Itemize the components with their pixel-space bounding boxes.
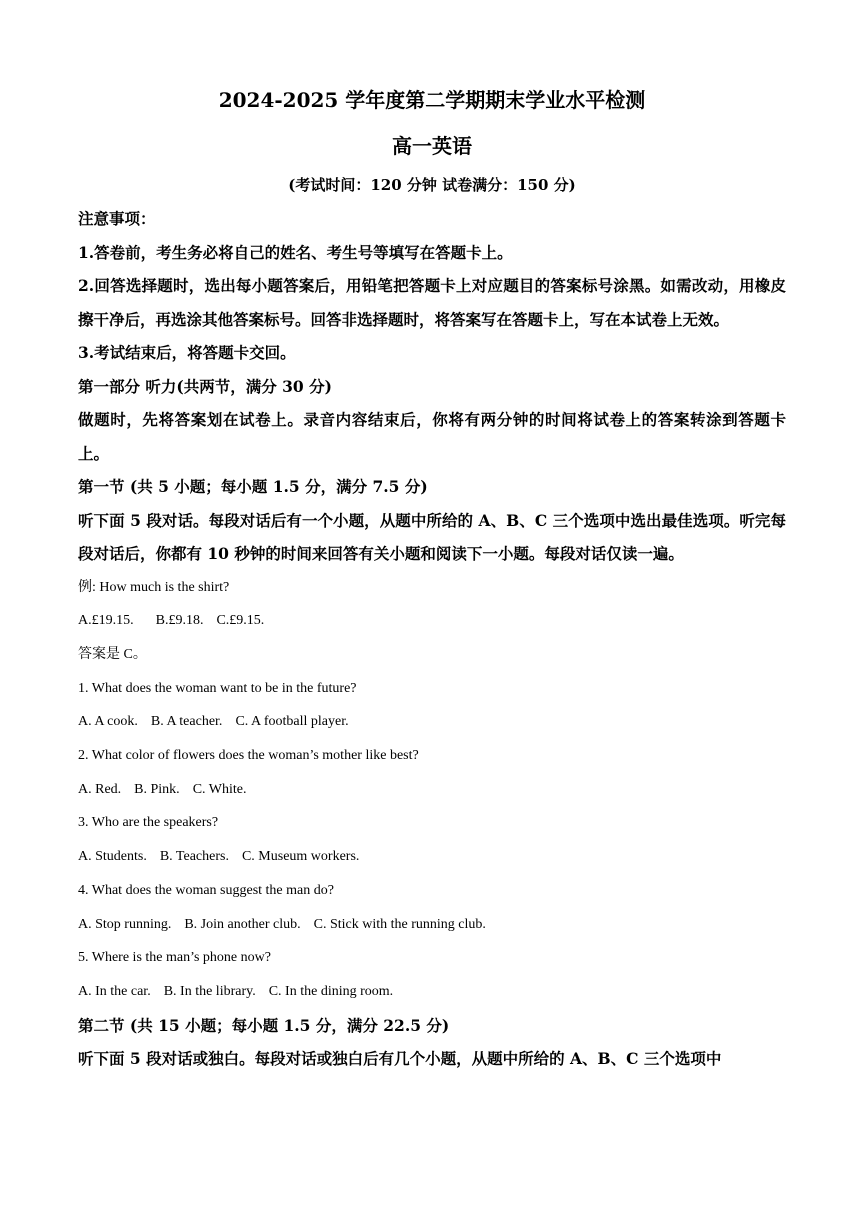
option: B. In the library.	[163, 983, 256, 999]
exam-title: 2024-2025 学年度第二学期期末学业水平检测	[218, 88, 646, 112]
note-item-3: 3.考试结束后，将答题卡交回。	[78, 343, 296, 362]
option: C. Museum workers.	[241, 849, 360, 865]
option: A. In the car.	[78, 983, 151, 999]
exam-page	[78, 84, 786, 1076]
option: C. White.	[192, 781, 247, 797]
option: A. Stop running.	[78, 916, 172, 932]
question-1-options	[78, 705, 786, 739]
part1-instruction: 做题时，先将答案划在试卷上。录音内容结束后，你将有两分钟的时间将试卷上的答案转涂到答题卡上。	[78, 410, 786, 463]
option: B. Join another club.	[184, 916, 301, 932]
note-item-1: 1.答卷前，考生务必将自己的姓名、考生号等填写在答题卡上。	[78, 242, 513, 262]
section2-instruction: 听下面 5 段对话或独白。每段对话或独白后有几个小题，从题中所给的 A、B、C 三个选项中	[78, 1049, 722, 1069]
option: C.£9.15.	[216, 613, 265, 629]
option: A. Red.	[78, 781, 122, 797]
note-item-2: 2.回答选择题时，选出每小题答案后，用铅笔把答题卡上对应题目的答案标号涂黑。如需改动，用橡皮擦干净后，再选涂其他答案标号。回答非选择题时，将答案写在答题卡上，写在本试卷上无效。	[78, 276, 786, 329]
question-4-options	[78, 908, 786, 942]
question-2: 2. What color of flowers does the woman’s mother like best?	[78, 748, 419, 764]
option: B. Teachers.	[159, 849, 229, 865]
option: C. In the dining room.	[268, 983, 394, 999]
section1-heading: 第一节 (共 5 小题；每小题 1.5 分，满分 7.5 分)	[78, 477, 428, 496]
question-2-options	[78, 773, 786, 807]
question-5-options	[78, 975, 786, 1009]
notes-heading: 注意事项：	[78, 209, 156, 228]
question-1: 1. What does the woman want to be in the future?	[78, 680, 357, 696]
question-3: 3. Who are the speakers?	[78, 815, 219, 831]
section2-heading: 第二节 (共 15 小题；每小题 1.5 分，满分 22.5 分)	[78, 1015, 450, 1035]
option: A.£19.15.	[78, 613, 134, 629]
option: B. A teacher.	[150, 714, 223, 730]
option: B.£9.18.	[155, 613, 204, 629]
option: A. Students.	[78, 849, 147, 865]
option: C. Stick with the running club.	[313, 916, 486, 932]
example-question: 例: How much is the shirt?	[78, 579, 230, 595]
question-3-options	[78, 840, 786, 874]
question-5: 5. Where is the man’s phone now?	[78, 950, 271, 966]
option: C. A football player.	[235, 714, 349, 730]
example-options	[78, 604, 786, 638]
example-answer: 答案是 C。	[78, 646, 147, 662]
option: A. A cook.	[78, 714, 138, 730]
subject-title: 高一英语	[392, 134, 472, 158]
question-4: 4. What does the woman suggest the man do?	[78, 882, 334, 898]
exam-info: (考试时间：120 分钟 试卷满分：150 分)	[288, 176, 576, 194]
part1-heading: 第一部分 听力(共两节，满分 30 分)	[78, 376, 332, 396]
option: B. Pink.	[134, 781, 180, 797]
section1-instruction: 听下面 5 段对话。每段对话后有一个小题，从题中所给的 A、B、C 三个选项中选出最佳选项。听完每段对话后，你都有 10 秒钟的时间来回答有关小题和阅读下一小题。每段对话仅读一遍。	[78, 510, 786, 563]
